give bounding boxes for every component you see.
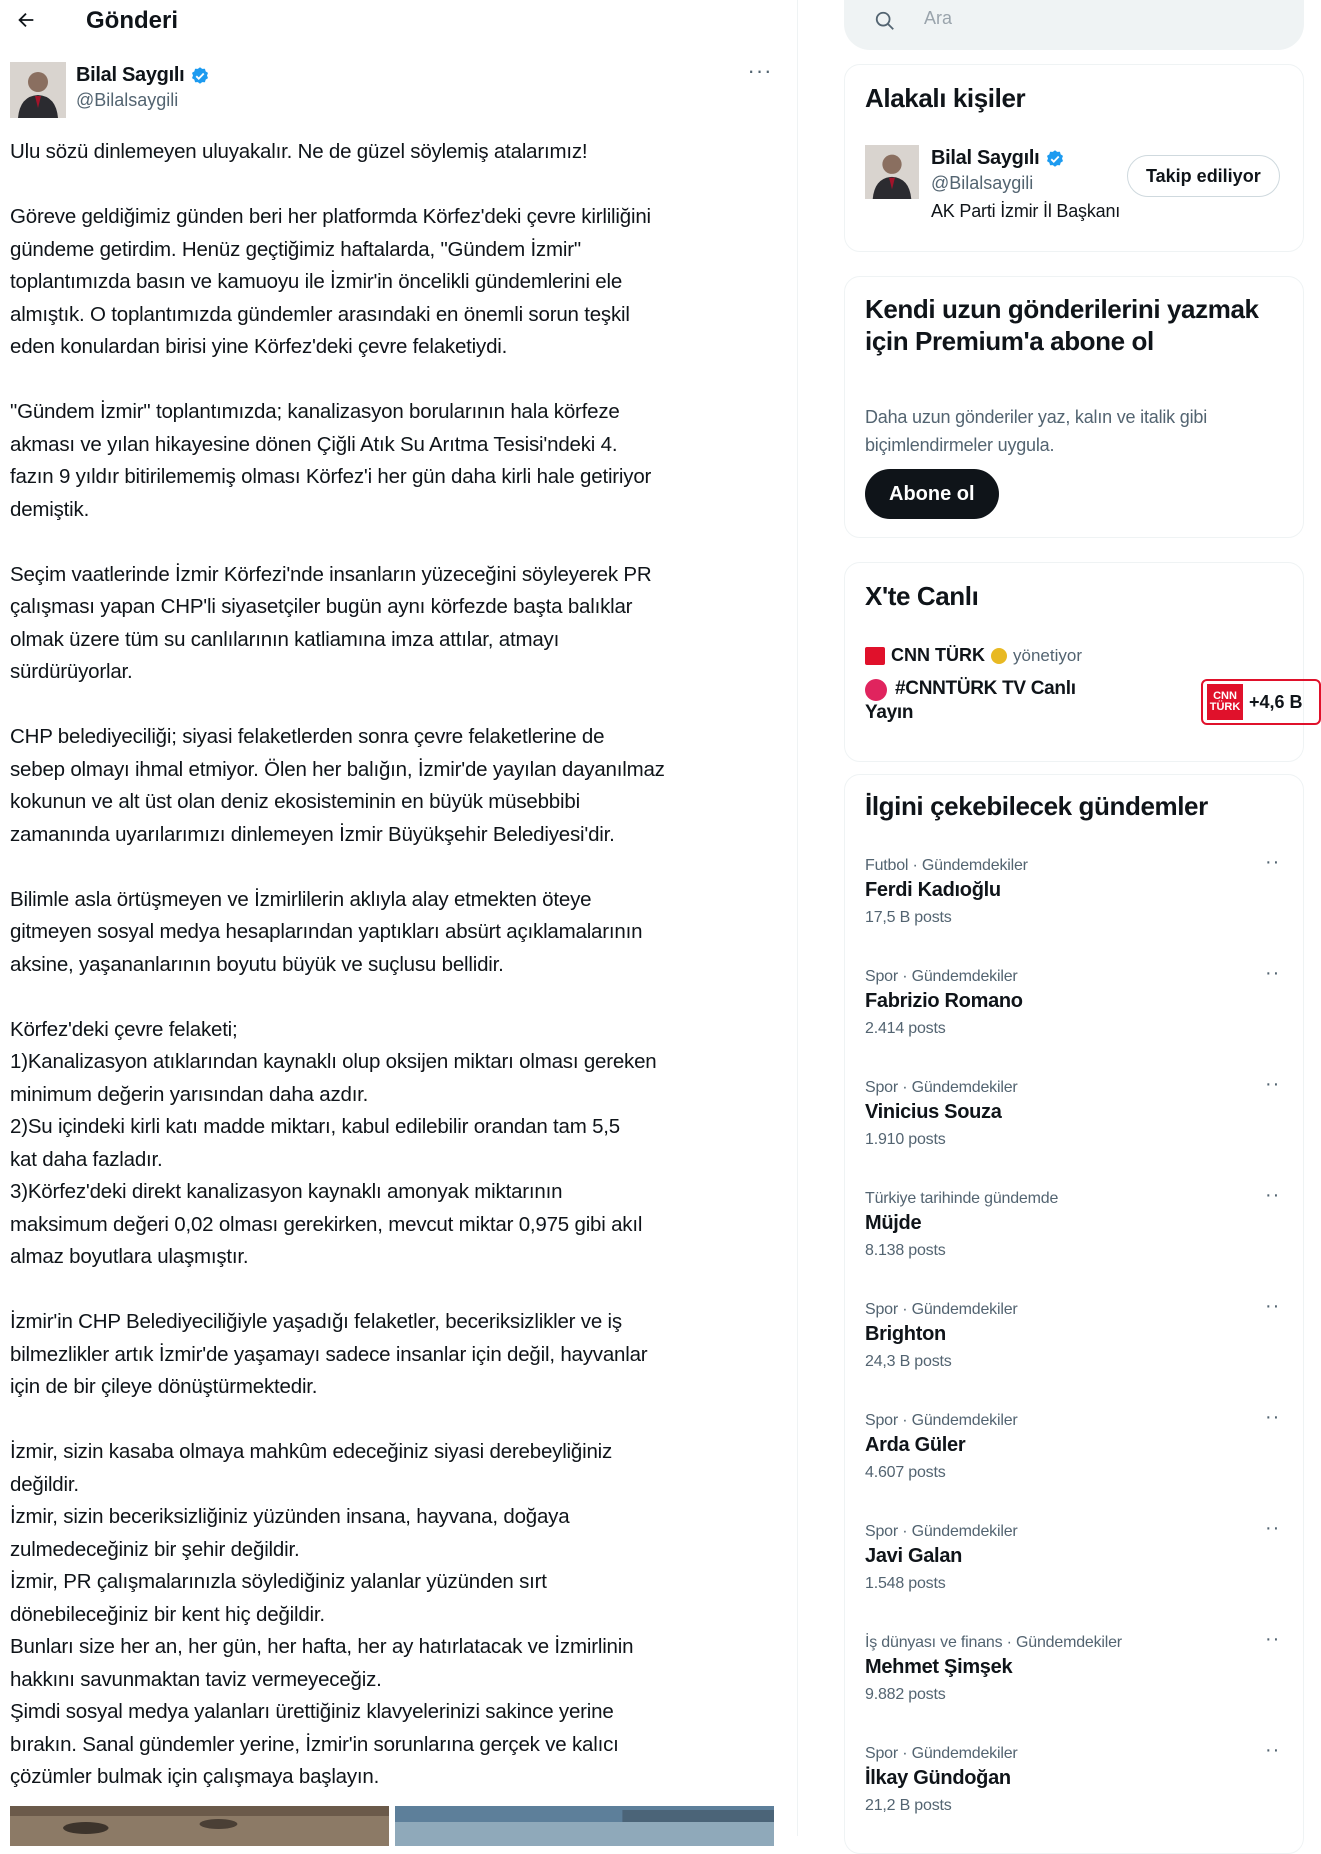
subscribe-button[interactable]: Abone ol: [865, 469, 999, 519]
trend-category: Futbol · Gündemdekiler: [865, 857, 1028, 874]
post-paragraph: Bilimle asla örtüşmeyen ve İzmirlilerin aklıyla alay etmekten öteye gitmeyen sosyal medya hesaplarından yaptıkları absürt açıklamalarının aksine, yaşananlarının boyutu büyük ve suçlusu bellidir.: [10, 887, 643, 976]
trend-item[interactable]: [845, 1406, 1305, 1512]
trends-title: İlgini çekebilecek gündemler: [865, 791, 1208, 821]
relevant-person-bio: AK Parti İzmir İl Başkanı: [931, 201, 1121, 221]
relevant-person-name[interactable]: [931, 147, 1065, 170]
premium-description: Daha uzun gönderiler yaz, kalın ve italik gibi biçimlendirmeler uygula.: [865, 407, 1207, 455]
live-title: X'te Canlı: [865, 581, 979, 611]
avatar-image: [10, 62, 66, 118]
author-handle[interactable]: @Bilalsaygili: [76, 90, 179, 110]
post-text: [10, 136, 786, 1794]
trend-category: Spor · Gündemdekiler: [865, 1412, 1018, 1429]
listener-count: +4,6 B: [1249, 691, 1303, 712]
post-paragraph: Göreve geldiğimiz günden beri her platformda Körfez'deki çevre kirliliğini gündeme getirdim. Henüz geçtiğimiz haftalarda, "Gündem İzmir" toplantımızda basın ve kamuoyu ile İzmir'in öncelikli gündemlerini ele almıştık. O toplantımızda gündemler arasındaki en önemli sorun teşkil eden konulardan birisi yine Körfez'deki çevre felaketiydi.: [10, 205, 651, 358]
verified-badge-icon: [190, 66, 210, 86]
cnn-turk-thumb-logo: CNN TÜRK: [1207, 684, 1243, 720]
trend-more-icon[interactable]: ··: [1265, 962, 1281, 984]
trend-category: Spor · Gündemdekiler: [865, 1079, 1018, 1096]
relevant-person-name-text: Bilal Saygılı: [931, 147, 1040, 169]
trend-name: Brighton: [865, 1323, 946, 1345]
post-author: [10, 60, 790, 122]
trend-item[interactable]: [845, 1073, 1305, 1179]
trend-name: Müjde: [865, 1212, 922, 1234]
trend-name: Fabrizio Romano: [865, 990, 1023, 1012]
arrow-left-icon: [15, 9, 37, 31]
trend-more-icon[interactable]: ··: [1265, 1406, 1281, 1428]
trend-item[interactable]: [845, 851, 1305, 957]
author-name[interactable]: [76, 64, 210, 87]
top-bar: [0, 0, 798, 40]
search-icon: [874, 10, 896, 32]
trend-category: Türkiye tarihinde gündemde: [865, 1190, 1059, 1207]
relevant-people-title: Alakalı kişiler: [865, 83, 1026, 113]
page-title: Gönderi: [86, 7, 179, 34]
author-name-text: Bilal Saygılı: [76, 64, 185, 86]
trend-category: Spor · Gündemdekiler: [865, 968, 1018, 985]
post-paragraph: Ulu sözü dinlemeyen uluyakalır. Ne de güzel söylemiş atalarımız!: [10, 140, 588, 163]
search-bar[interactable]: [844, 0, 1304, 50]
post-paragraph: CHP belediyeciliği; siyasi felaketlerden sonra çevre felaketlerine de sebep olmayı ihmal etmiyor. Ölen her balığın, İzmir'de yayılan dayanılmaz kokunun ve alt üst olan deniz ekosisteminin en büyük müsebbibi zamanında uyarılarımızı dinlemeyen İzmir Büyükşehir Belediyesi'dir.: [10, 725, 665, 846]
avatar[interactable]: [10, 62, 66, 118]
avatar[interactable]: [865, 145, 919, 199]
trend-more-icon[interactable]: ··: [1265, 1073, 1281, 1095]
trend-category: Spor · Gündemdekiler: [865, 1745, 1018, 1762]
trend-item[interactable]: [845, 1517, 1305, 1623]
trend-count: 8.138 posts: [865, 1242, 946, 1259]
trend-category: Spor · Gündemdekiler: [865, 1301, 1018, 1318]
live-host: [865, 645, 1082, 666]
trend-name: Javi Galan: [865, 1545, 963, 1567]
trend-item[interactable]: [845, 1184, 1305, 1290]
post-paragraph: Seçim vaatlerinde İzmir Körfezi'nde insanların yüzeceğini söyleyerek PR çalışması yapan CHP'li siyasetçiler bugün aynı körfezde başta balıklar olmak üzere tüm su canlılarının katliamına imza attılar, atmayı sürdürüyorlar.: [10, 562, 652, 683]
live-card: [844, 562, 1304, 762]
post-media: [10, 1806, 774, 1846]
live-title-line2: Yayın: [865, 702, 914, 723]
trend-more-icon[interactable]: ··: [1265, 1295, 1281, 1317]
trend-count: 2.414 posts: [865, 1020, 946, 1037]
post-paragraph: Körfez'deki çevre felaketi; 1)Kanalizasyon atıklarından kaynaklı olup oksijen miktarı olması gereken minimum değerin yarısından daha azdır. 2)Su içindeki kirli katı madde miktarı, kabul edilebilir orandan tam 5,5 kat daha fazladır. 3)Körfez'deki direkt kanalizasyon kaynaklı amonyak miktarının maksimum değeri 0,02 olması gerekirken, mevcut miktar 0,975 gibi akıl almaz boyutlara ulaşmıştır.: [10, 1017, 657, 1268]
trend-count: 1.548 posts: [865, 1575, 946, 1592]
trend-name: Ferdi Kadıoğlu: [865, 879, 1001, 901]
live-host-name: CNN TÜRK: [891, 645, 985, 665]
trend-more-icon[interactable]: ··: [1265, 851, 1281, 873]
trend-count: 1.910 posts: [865, 1131, 946, 1148]
trend-category: Spor · Gündemdekiler: [865, 1523, 1018, 1540]
cnn-turk-logo-icon: [865, 647, 885, 665]
live-broadcast-item[interactable]: [865, 645, 1303, 735]
relevant-person-handle[interactable]: @Bilalsaygili: [931, 173, 1034, 193]
premium-title: Kendi uzun gönderilerini yazmak için Premium'a abone ol: [865, 294, 1259, 356]
trend-name: Vinicius Souza: [865, 1101, 1002, 1123]
trend-item[interactable]: [845, 962, 1305, 1068]
search-input[interactable]: [924, 8, 1224, 29]
trend-item[interactable]: [845, 1295, 1305, 1401]
back-button[interactable]: [10, 4, 42, 36]
live-thumbnail: [1201, 679, 1321, 725]
following-button[interactable]: Takip ediliyor: [1127, 155, 1280, 197]
premium-card: [844, 276, 1304, 538]
live-indicator-icon: [865, 679, 887, 701]
avatar-image: [865, 145, 919, 199]
post-paragraph: İzmir'in CHP Belediyeciliğiyle yaşadığı felaketler, beceriksizlikler ve iş bilmezlikler artık İzmir'de yaşamayı sadece insanlar için değil, hayvanlar için de bir çileye dönüştürmektedir.: [10, 1310, 648, 1398]
verified-badge-icon: [1045, 149, 1065, 169]
trend-count: 17,5 B posts: [865, 909, 952, 926]
live-host-suffix: yönetiyor: [1013, 645, 1082, 665]
more-dots-icon: ···: [747, 58, 773, 83]
media-thumbnail: [395, 1806, 774, 1846]
trend-count: 9.882 posts: [865, 1686, 946, 1703]
live-title-line1: #CNNTÜRK TV Canlı: [895, 678, 1076, 699]
live-broadcast-title: [865, 677, 1145, 725]
right-sidebar: [838, 0, 1303, 1836]
trend-name: Arda Güler: [865, 1434, 966, 1456]
trend-more-icon[interactable]: ··: [1265, 1517, 1281, 1539]
media-thumbnail: [10, 1806, 389, 1846]
trend-item[interactable]: [845, 1628, 1305, 1734]
trend-item[interactable]: [845, 1739, 1305, 1845]
media-image-1[interactable]: [10, 1806, 389, 1846]
trend-name: Mehmet Şimşek: [865, 1656, 1013, 1678]
post-paragraph: İzmir, sizin kasaba olmaya mahkûm edeceğiniz siyasi derebeyliğiniz değildir. İzmir, sizin beceriksizliğiniz yüzünden insana, hayvana, doğaya zulmedeceğiniz bir şehir değildir. İzmir, PR çalışmalarınızla söylediğiniz yalanlar yüzünden sırt dönebileceğiniz bir kent hiç değildir. Bunları size her an, her gün, her hafta, her ay hatırlatacak ve İzmirlinin hakkını savunmaktan taviz vermeyeceğiz. Şimdi sosyal medya yalanları ürettiğiniz klavyelerinizi sakince yerine bırakın. Sanal gündemler yerine, İzmir'in sorunlarına gerçek ve kalıcı çözümler bulmak için çalışmaya başlayın.: [10, 1440, 634, 1788]
trend-name: İlkay Gündoğan: [865, 1767, 1011, 1789]
trend-count: 4.607 posts: [865, 1464, 946, 1481]
trend-more-icon[interactable]: ··: [1265, 1628, 1281, 1650]
post-paragraph: "Gündem İzmir" toplantımızda; kanalizasyon borularının hala körfeze akması ve yılan hikayesine dönen Çiğli Atık Su Arıtma Tesisi'ndeki 4. fazın 9 yıldır bitirilememiş olması Körfez'i her gün daha kirli hale getiriyor demiştik.: [10, 400, 652, 521]
trend-count: 21,2 B posts: [865, 1797, 952, 1814]
relevant-people-card: [844, 64, 1304, 252]
trends-card: [844, 774, 1304, 1854]
trend-count: 24,3 B posts: [865, 1353, 952, 1370]
trend-more-icon[interactable]: ··: [1265, 1739, 1281, 1761]
trend-category: İş dünyası ve finans · Gündemdekiler: [865, 1634, 1122, 1651]
media-image-2[interactable]: [395, 1806, 774, 1846]
gold-badge-icon: [991, 648, 1007, 664]
trend-more-icon[interactable]: ··: [1265, 1184, 1281, 1206]
more-options-button[interactable]: [740, 58, 780, 90]
